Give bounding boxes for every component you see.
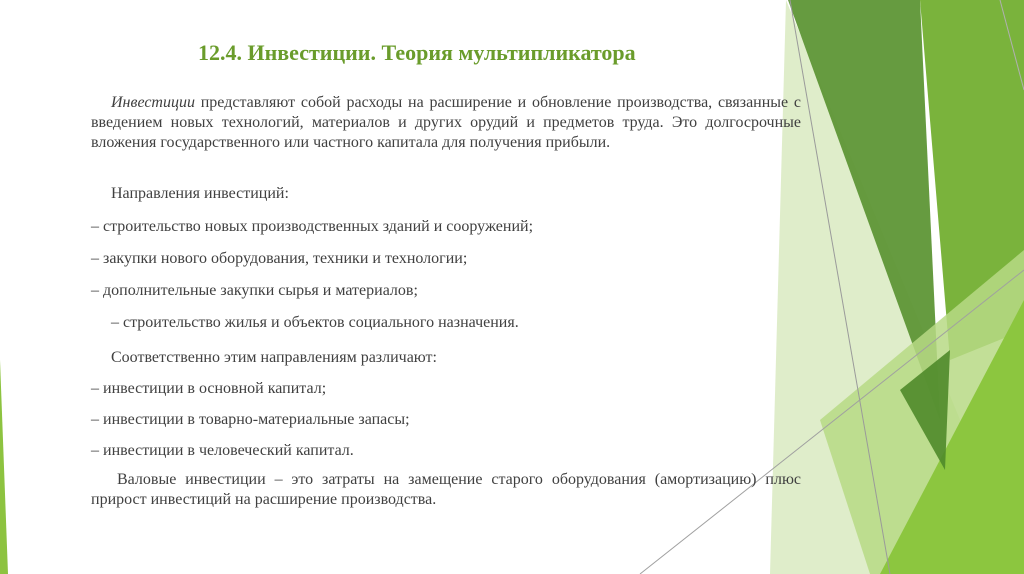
type-item: – инвестиции в человеческий капитал. bbox=[91, 442, 354, 459]
intro-text: представляют собой расходы на расширение и обновление производства, связанные с введением новых технологий, материалов и других орудий и предметов труда. Это долгосрочные вложения государственного или частного капитала для получения прибыли. bbox=[91, 94, 801, 151]
type-item: – инвестиции в основной капитал; bbox=[91, 380, 327, 397]
type-item: – инвестиции в товарно-материальные запасы; bbox=[91, 411, 410, 428]
gross-investment-paragraph: Валовые инвестиции – это затраты на замещение старого оборудования (амортизацию) плюс прирост инвестиций на расширение производства. bbox=[91, 471, 801, 508]
direction-item: – дополнительные закупки сырья и материалов; bbox=[91, 282, 418, 299]
left-green-stripe bbox=[0, 360, 8, 574]
intro-term: Инвестиции bbox=[111, 94, 195, 111]
page-title: 12.4. Инвестиции. Теория мультипликатора bbox=[198, 40, 636, 65]
direction-item: – строительство новых производственных зданий и сооружений; bbox=[91, 218, 534, 235]
types-heading: Соответственно этим направлениям различают: bbox=[111, 349, 437, 366]
intro-paragraph bbox=[91, 93, 801, 153]
direction-item: – закупки нового оборудования, техники и технологии; bbox=[91, 250, 468, 267]
directions-heading: Направления инвестиций: bbox=[111, 185, 289, 202]
direction-item: – строительство жилья и объектов социального назначения. bbox=[111, 314, 519, 331]
